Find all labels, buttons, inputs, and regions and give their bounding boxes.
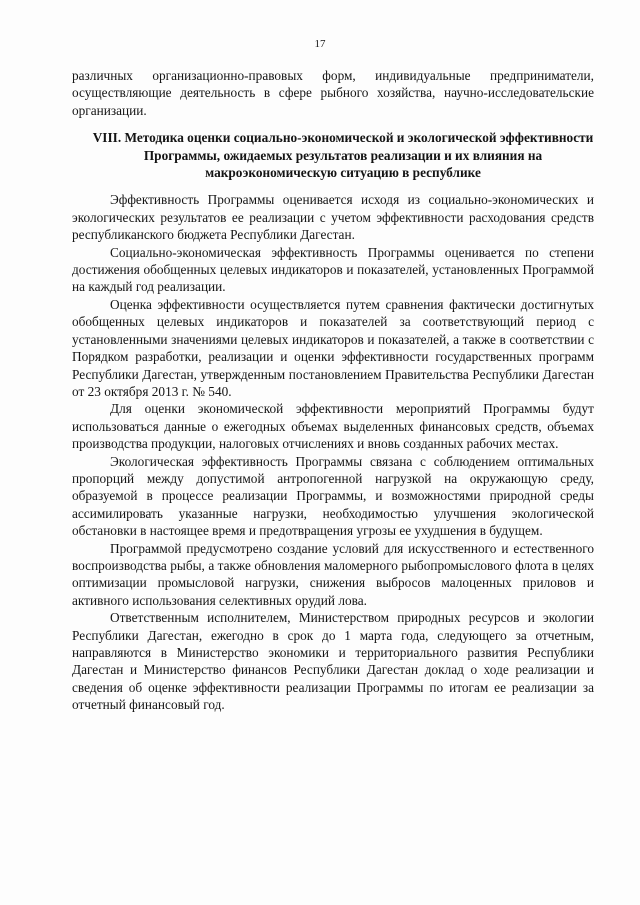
paragraph-4: Для оценки экономической эффективности мероприятий Программы будут использоваться данные о ежегодных объемах выделенных финансовых средств, объемах производства продукции, налоговых отчислениях и вновь созданных рабочих местах. [72,401,594,452]
paragraph-3: Оценка эффективности осуществляется путем сравнения фактически достигнутых обобщенных целевых индикаторов и показателей за соответствующий период с установленными значениями целевых индикаторов и показателей, а также в соответствии с Порядком разработки, реализации и оценки эффективности государственных программ Республики Дагестан, утвержденным постановлением Правительства Республики Дагестан от 23 октября 2013 г. № 540. [72,296,594,399]
document-body [72,67,594,714]
paragraph-1: Эффективность Программы оценивается исходя из социально-экономических и экологических результатов ее реализации с учетом эффективности расходования средств республиканского бюджета Республики Дагестан. [72,192,594,243]
section-heading: VIII. Методика оценки социально-экономической и экологической эффективности Программы, ожидаемых результатов реализации и их влияния на макроэкономическую ситуацию в республике [92,130,594,181]
paragraph-2: Социально-экономическая эффективность Программы оценивается по степени достижения обобщенных целевых индикаторов и показателей, установленных Программой на каждый год реализации. [72,244,594,295]
paragraph-7: Ответственным исполнителем, Министерством природных ресурсов и экологии Республики Дагестан, ежегодно в срок до 1 марта года, следующего за отчетным, направляются в Министерство экономики и территориального развития Республики Дагестан и Министерство финансов Республики Дагестан доклад о ходе реализации и сведения об оценке эффективности реализации Программы по итогам ее реализации за отчетный финансовый год. [72,610,594,713]
intro-paragraph: различных организационно-правовых форм, индивидуальные предприниматели, осуществляющие деятельность в сфере рыбного хозяйства, научно-исследовательские организации. [72,68,594,118]
paragraph-5: Экологическая эффективность Программы связана с соблюдением оптимальных пропорций между допустимой антропогенной нагрузкой на окружающую среду, образуемой в процессе реализации Программы, и возможностями природной среды ассимилировать указанные нагрузки, необходимостью улучшения экологической обстановки в настоящее время и предотвращения угрозы ее ухудшения в будущем. [72,453,594,539]
page-number: 17 [314,38,326,50]
paragraph-6: Программой предусмотрено создание условий для искусственного и естественного воспроизводства рыбы, а также обновления маломерного рыбопромыслового флота в целях оптимизации промысловой нагрузки, снижения выбросов малоценных приловов и активного использования селективных орудий лова. [72,540,594,608]
